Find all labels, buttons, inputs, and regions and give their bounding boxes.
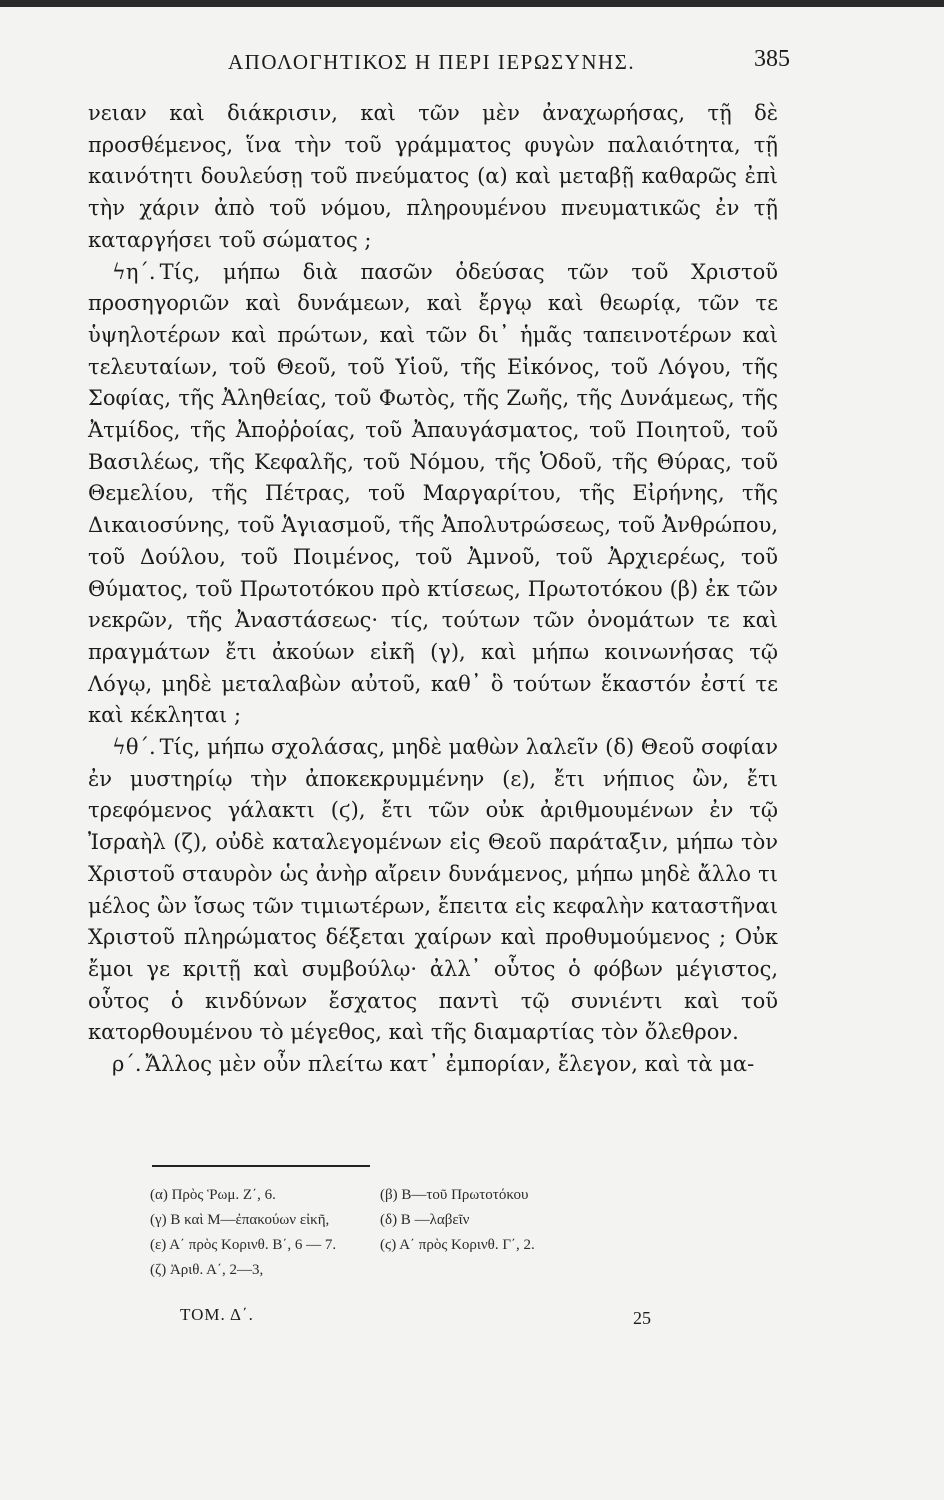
paragraph-text: Ἄλλος μὲν οὖν πλείτω κατ᾽ ἐμπορίαν, ἔλεγον, καὶ τὰ μα- [145, 1052, 755, 1077]
footnote-a: (α) Πρὸς Ῥωμ. Ζ΄, 6. [150, 1187, 276, 1203]
page-header [150, 46, 790, 80]
scan-top-edge [0, 0, 944, 7]
running-head: ΑΠΟΛΟΓΗΤΙΚΟΣ Η ΠΕΡΙ ΙΕΡΩΣΥΝΗΣ. [228, 50, 636, 74]
footnotes [150, 1183, 710, 1283]
page-number: 385 [754, 46, 790, 72]
footnote-d: (δ) Β —λαβεῖν [380, 1212, 470, 1228]
section-number: ϟθ΄. [112, 735, 156, 760]
footnote-e: (ε) Α΄ πρὸς Κορινθ. Β΄, 6 — 7. [150, 1237, 337, 1253]
footnote-rule [152, 1165, 370, 1167]
paragraph-text: Τίς, μήπω σχολάσας, μηδὲ μαθὼν λαλεῖν (δ) Θεοῦ σοφίαν ἐν μυστηρίῳ τὴν ἀποκεκρυμμένην (ε), ἔτι νήπιος ὢν, ἔτι τρεφόμενος γάλακτι (ϛ), ἔτι τῶν οὐκ ἀριθμουμένων ἐν τῷ Ἰσραὴλ (ζ), οὐδὲ καταλεγομένων εἰς Θεοῦ παράταξιν, μήπω τὸν Χριστοῦ σταυρὸν ὡς ἀνὴρ αἴρειν δυνάμενος, μήπω μηδὲ ἄλλο τι μέλος ὢν ἴσως τῶν τιμιωτέρων, ἔπειτα εἰς κεφαλὴν καταστῆναι Χριστοῦ πληρώματος δέξεται χαίρων καὶ προθυμούμενος ; Οὐκ ἔμοι γε κριτῇ καὶ συμβούλῳ· ἀλλ᾽ οὗτος ὁ φόβων μέγιστος, οὗτος ὁ κινδύνων ἔσχατος παντὶ τῷ συνιέντι καὶ τοῦ κατορθουμένου τὸ μέγεθος, καὶ τῆς διαμαρτίας τὸν ὄλεθρον. [88, 735, 778, 1045]
section-number: ρ΄. [112, 1052, 142, 1077]
footnote-st: (ϛ) Α΄ πρὸς Κορινθ. Γ΄, 2. [380, 1237, 535, 1253]
footnote-g: (γ) Β καὶ Μ—ἐπακούων εἰκῆ, [150, 1212, 330, 1228]
body-text [88, 98, 778, 1081]
paragraph-98 [88, 257, 778, 733]
paragraph-100 [88, 1049, 778, 1081]
footnote-row [150, 1183, 710, 1208]
footnote-b: (β) Β—τοῦ Πρωτοτόκου [380, 1187, 529, 1203]
paragraph-continuation: νειαν καὶ διάκρισιν, καὶ τῶν μὲν ἀναχωρήσας, τῇ δὲ προσθέμενος, ἵνα τὴν τοῦ γράμματος φυγὼν παλαιότητα, τῇ καινότητι δουλεύσῃ τοῦ πνεύματος (α) καὶ μεταβῇ καθαρῶς ἐπὶ τὴν χάριν ἀπὸ τοῦ νόμου, πληρουμένου πνευματικῶς ἐν τῇ καταργήσει τοῦ σώματος ; [88, 101, 778, 252]
section-number: ϟη΄. [112, 259, 156, 284]
signature-mark: 25 [633, 1308, 651, 1328]
footnote-row [150, 1208, 710, 1233]
paragraph-99 [88, 732, 778, 1049]
paragraph-text: Τίς, μήπω διὰ πασῶν ὁδεύσας τῶν τοῦ Χριστοῦ προσηγοριῶν καὶ δυνάμεων, καὶ ἔργῳ καὶ θεωρίᾳ, τῶν τε ὑψηλοτέρων καὶ πρώτων, καὶ τῶν δι᾽ ἡμᾶς ταπεινοτέρων καὶ τελευταίων, τοῦ Θεοῦ, τοῦ Υἱοῦ, τῆς Εἰκόνος, τοῦ Λόγου, τῆς Σοφίας, τῆς Ἀληθείας, τοῦ Φωτὸς, τῆς Ζωῆς, τῆς Δυνάμεως, τῆς Ἀτμίδος, τῆς Ἀποῤῥοίας, τοῦ Ἀπαυγάσματος, τοῦ Ποιητοῦ, τοῦ Βασιλέως, τῆς Κεφαλῆς, τοῦ Νόμου, τῆς Ὁδοῦ, τῆς Θύρας, τοῦ Θεμελίου, τῆς Πέτρας, τοῦ Μαργαρίτου, τῆς Εἰρήνης, τῆς Δικαιοσύνης, τοῦ Ἁγιασμοῦ, τῆς Ἀπολυτρώσεως, τοῦ Ἀνθρώπου, τοῦ Δούλου, τοῦ Ποιμένος, τοῦ Ἀμνοῦ, τοῦ Ἀρχιερέως, τοῦ Θύματος, τοῦ Πρωτοτόκου πρὸ κτίσεως, Πρωτοτόκου (β) ἐκ τῶν νεκρῶν, τῆς Ἀναστάσεως· τίς, τούτων τῶν ὀνομάτων τε καὶ πραγμάτων ἔτι ἀκούων εἰκῆ (γ), καὶ μήπω κοινωνήσας τῷ Λόγῳ, μηδὲ μεταλαβὼν αὐτοῦ, καθ᾽ ὃ τούτων ἕκαστόν ἐστί τε καὶ κέκληται ; [88, 259, 778, 728]
footnote-row [150, 1258, 710, 1283]
footnote-z: (ζ) Ἀριθ. Α΄, 2—3, [150, 1262, 264, 1278]
footnote-row [150, 1233, 710, 1258]
volume-mark: ΤΟΜ. Δ΄. [180, 1305, 254, 1324]
